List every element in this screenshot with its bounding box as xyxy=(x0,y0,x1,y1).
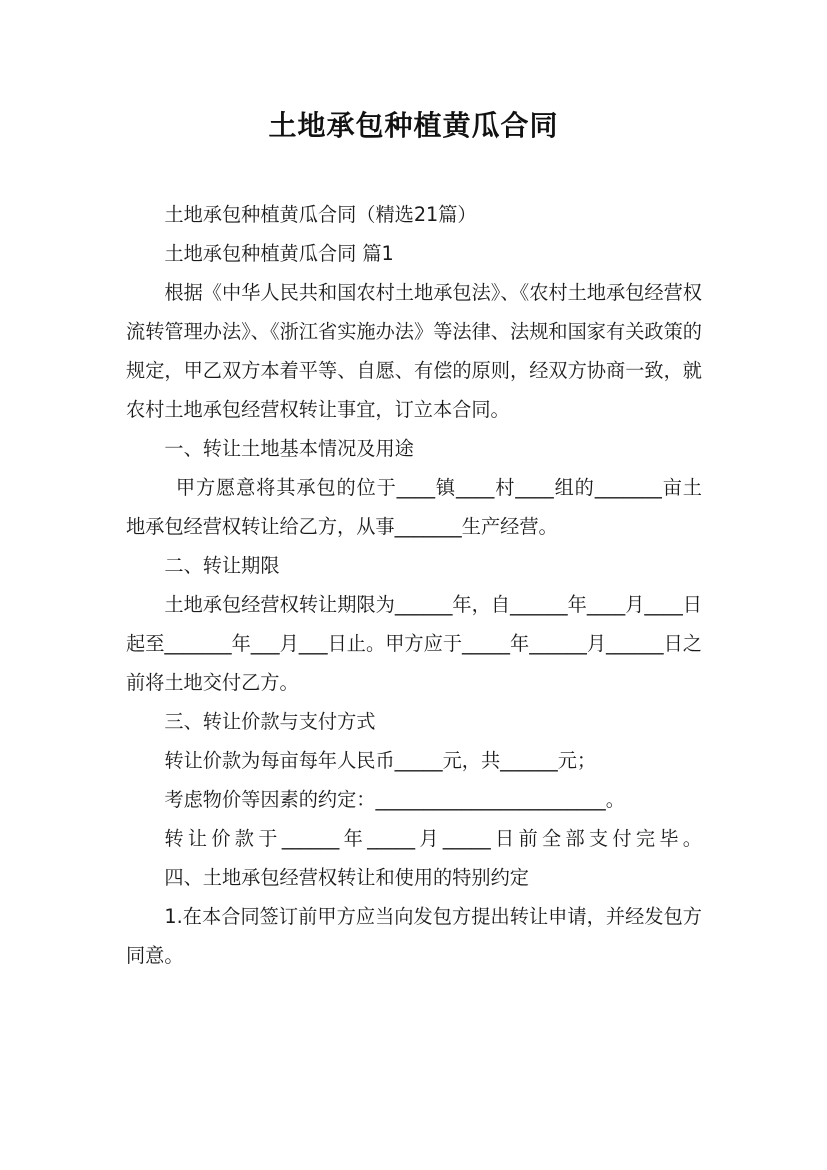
document-title: 土地承包种植黄瓜合同 xyxy=(268,109,559,142)
document-body xyxy=(126,195,702,975)
paragraph-land-info: 甲方愿意将其承包的位于____镇____村____组的_______亩土地承包经营权转让给乙方，从事_______生产经营。 xyxy=(126,476,702,538)
paragraph-subtitle: 土地承包种植黄瓜合同（精选21篇） xyxy=(164,203,477,226)
paragraph-term: 土地承包经营权转让期限为______年，自______年____月____日起至_______年___月___日止。甲方应于_____年______月______日之前将土地交付乙方。 xyxy=(126,593,702,694)
paragraph-clause-1: 1.在本合同签订前甲方应当向发包方提出转让申请，并经发包方同意。 xyxy=(126,905,702,967)
paragraph-payment-date: 转让价款于______年_____月_____日前全部支付完毕。 xyxy=(164,827,702,850)
paragraph-price-factors: 考虑物价等因素的约定：________________________。 xyxy=(164,788,625,811)
paragraph-preamble: 根据《中华人民共和国农村土地承包法》、《农村土地承包经营权流转管理办法》、《浙江省实施办法》等法律、法规和国家有关政策的规定，甲乙双方本着平等、自愿、有偿的原则，经双方协商一致，就农村土地承包经营权转让事宜，订立本合同。 xyxy=(126,281,702,421)
paragraph-heading-2: 二、转让期限 xyxy=(164,554,280,577)
paragraph-heading-1: 一、转让土地基本情况及用途 xyxy=(164,437,414,460)
paragraph-section-heading: 土地承包种植黄瓜合同 篇1 xyxy=(164,242,394,265)
paragraph-price: 转让价款为每亩每年人民币_____元，共______元； xyxy=(164,749,597,772)
paragraph-heading-3: 三、转让价款与支付方式 xyxy=(164,710,376,733)
paragraph-heading-4: 四、土地承包经营权转让和使用的特别约定 xyxy=(164,866,529,889)
